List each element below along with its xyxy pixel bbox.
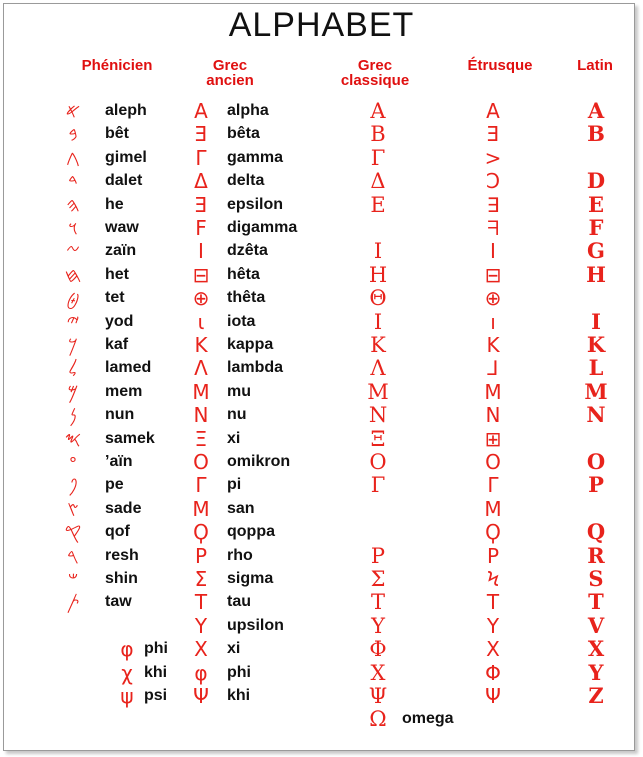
latin-letter: E — [587, 192, 604, 217]
latin-letter: N — [586, 402, 606, 427]
etrusque-glyph: M — [484, 380, 502, 404]
latin-letter: O — [586, 449, 606, 474]
grec-classique-glyph: E — [370, 193, 386, 217]
phenician-name: qof — [105, 523, 130, 540]
phenician-name: waw — [105, 219, 139, 236]
phenician-name: bêt — [105, 125, 129, 142]
grec-classique-glyph: Ω — [369, 707, 387, 731]
grec-classique-glyph: Γ — [370, 146, 386, 170]
grec-classique-glyph: I — [373, 239, 383, 263]
header-grec-classique: Grec classique — [340, 57, 410, 89]
phenician-name: pe — [105, 476, 124, 493]
phenician-glyph: 𐤁 — [68, 122, 78, 146]
phenician-name: zaïn — [105, 242, 137, 259]
grec-ancien-name: sigma — [227, 570, 274, 587]
grec-ancien-name: epsilon — [227, 196, 284, 213]
grec-ancien-glyph: Y — [194, 614, 208, 638]
etrusque-glyph: ⅃ — [487, 356, 499, 380]
phenician-name: he — [105, 196, 124, 213]
phenician-glyph: 𐤆 — [65, 239, 81, 263]
etrusque-glyph: Ϟ — [486, 567, 500, 591]
phenician-name: aleph — [105, 102, 147, 119]
latin-letter: I — [591, 309, 601, 334]
phenician-extra-name: phi — [144, 640, 168, 657]
phenician-name: sade — [105, 500, 142, 517]
etrusque-glyph: O — [485, 450, 501, 474]
grec-classique-glyph: Ψ — [368, 684, 388, 708]
phenician-glyph: 𐤀 — [65, 99, 81, 123]
latin-letter: Y — [588, 660, 604, 685]
grec-ancien-name: upsilon — [227, 617, 284, 634]
etrusque-glyph: > — [484, 146, 502, 170]
phenician-name: samek — [105, 430, 155, 447]
grec-ancien-name: gamma — [227, 149, 284, 166]
latin-letter: X — [587, 636, 605, 661]
etrusque-glyph: M — [484, 497, 502, 521]
grec-ancien-name: alpha — [227, 102, 269, 119]
phenician-extra-glyph: χ — [121, 661, 133, 685]
grec-classique-glyph: X — [370, 661, 386, 685]
phenician-glyph: 𐤑 — [67, 497, 79, 521]
etrusque-glyph: Ϙ — [485, 520, 501, 544]
grec-ancien-name: delta — [227, 172, 265, 189]
phenician-name: nun — [105, 406, 135, 423]
grec-ancien-glyph: Ψ — [193, 684, 209, 708]
phenician-glyph: 𐤄 — [66, 193, 80, 217]
grec-ancien-name: omikron — [227, 453, 291, 470]
phenician-glyph: 𐤌 — [67, 380, 79, 404]
phenician-name: mem — [105, 383, 143, 400]
phenician-name: tet — [105, 289, 125, 306]
grec-ancien-name: iota — [227, 313, 256, 330]
phenician-name: resh — [105, 547, 139, 564]
grec-ancien-glyph: X — [194, 637, 208, 661]
grec-classique-glyph: P — [370, 544, 386, 568]
phenician-name: ʼaïn — [105, 453, 133, 470]
etrusque-glyph: Ψ — [485, 684, 501, 708]
grec-classique-glyph: Δ — [370, 169, 386, 193]
grec-ancien-glyph: Γ — [195, 473, 207, 497]
grec-ancien-name: rho — [227, 547, 253, 564]
latin-letter: B — [587, 121, 605, 146]
phenician-name: lamed — [105, 359, 152, 376]
etrusque-glyph: N — [485, 403, 501, 427]
grec-classique-glyph: Λ — [370, 356, 386, 380]
latin-letter: D — [586, 168, 606, 193]
grec-ancien-glyph: K — [194, 333, 208, 357]
grec-ancien-glyph: A — [194, 99, 208, 123]
etrusque-glyph: Y — [486, 614, 500, 638]
phenician-glyph: 𐤇 — [64, 263, 82, 287]
grec-ancien-glyph: M — [192, 497, 210, 521]
grec-classique-glyph: M — [367, 380, 389, 404]
grec-ancien-name: qoppa — [227, 523, 275, 540]
latin-letter: L — [588, 355, 604, 380]
etrusque-glyph: ⊕ — [484, 286, 502, 310]
grec-ancien-name: phi — [227, 664, 251, 681]
grec-ancien-glyph: I — [198, 239, 204, 263]
page-frame — [3, 3, 635, 751]
etrusque-glyph: ⊞ — [484, 427, 502, 451]
phenician-name: shin — [105, 570, 138, 587]
etrusque-glyph: K — [486, 333, 500, 357]
grec-ancien-name: kappa — [227, 336, 274, 353]
grec-ancien-name: xi — [227, 640, 241, 657]
etrusque-glyph: ᖷ — [487, 216, 499, 240]
phenician-name: het — [105, 266, 129, 283]
latin-letter: Q — [586, 519, 606, 544]
etrusque-glyph: ⊟ — [484, 263, 502, 287]
grec-ancien-name: xi — [227, 430, 241, 447]
grec-ancien-name: lambda — [227, 359, 284, 376]
grec-ancien-glyph: Γ — [195, 146, 207, 170]
grec-ancien-glyph: Ǝ — [194, 193, 208, 217]
latin-letter: T — [588, 589, 604, 614]
header-grec-ancien: Grec ancien — [206, 57, 254, 89]
grec-ancien-glyph: O — [193, 450, 209, 474]
phenician-extra-name: psi — [144, 687, 168, 704]
grec-classique-glyph: H — [368, 263, 388, 287]
grec-ancien-glyph: Ǝ — [194, 122, 208, 146]
grec-ancien-glyph: Ϝ — [195, 216, 207, 240]
grec-classique-glyph: Γ — [370, 473, 386, 497]
latin-letter: S — [588, 566, 604, 591]
phenician-name: yod — [105, 313, 134, 330]
grec-classique-glyph: Σ — [370, 567, 386, 591]
grec-ancien-name: dzêta — [227, 242, 268, 259]
phenician-glyph: 𐤐 — [68, 473, 78, 497]
grec-ancien-glyph: Σ — [194, 567, 208, 591]
grec-ancien-name: san — [227, 500, 255, 517]
phenician-name: gimel — [105, 149, 147, 166]
phenician-glyph: 𐤈 — [66, 286, 80, 310]
phenician-glyph: 𐤔 — [67, 567, 79, 591]
etrusque-glyph: P — [486, 544, 500, 568]
latin-letter: H — [586, 262, 606, 287]
grec-classique-glyph: T — [370, 590, 385, 614]
etrusque-glyph: Φ — [485, 661, 501, 685]
grec-ancien-name: hêta — [227, 266, 260, 283]
phenician-glyph: 𐤋 — [68, 356, 78, 380]
latin-letter: F — [588, 215, 604, 240]
etrusque-glyph: X — [486, 637, 500, 661]
latin-letter: M — [584, 379, 608, 404]
grec-ancien-glyph: ι — [197, 310, 205, 334]
grec-ancien-name: bêta — [227, 125, 260, 142]
grec-classique-glyph: N — [368, 403, 388, 427]
grec-classique-glyph: K — [370, 333, 386, 357]
phenician-extra-glyph: φ — [120, 637, 134, 661]
grec-ancien-glyph: M — [192, 380, 210, 404]
grec-ancien-glyph: P — [194, 544, 208, 568]
grec-ancien-glyph: ⊟ — [192, 263, 210, 287]
phenician-name: dalet — [105, 172, 143, 189]
latin-letter: V — [587, 613, 605, 638]
grec-ancien-glyph: φ — [194, 661, 208, 685]
etrusque-glyph: ı — [490, 310, 496, 334]
grec-ancien-name: nu — [227, 406, 247, 423]
phenician-glyph: 𐤉 — [66, 310, 80, 334]
etrusque-glyph: Γ — [487, 473, 499, 497]
phenician-glyph: 𐤅 — [68, 216, 78, 240]
phenician-extra-glyph: ψ — [120, 684, 134, 708]
grec-ancien-glyph: ⊕ — [192, 286, 210, 310]
omega-label: omega — [402, 710, 454, 727]
grec-classique-glyph: Ξ — [370, 427, 386, 451]
header-latin: Latin — [577, 57, 613, 74]
grec-ancien-name: digamma — [227, 219, 298, 236]
etrusque-glyph: T — [486, 590, 500, 614]
phenician-glyph: 𐤊 — [68, 333, 78, 357]
grec-ancien-name: khi — [227, 687, 251, 704]
grec-ancien-name: mu — [227, 383, 251, 400]
grec-ancien-glyph: N — [193, 403, 209, 427]
grec-ancien-name: thêta — [227, 289, 266, 306]
phenician-glyph: 𐤍 — [69, 403, 77, 427]
phenician-glyph: 𐤒 — [64, 520, 82, 544]
phenician-glyph: 𐤕 — [66, 590, 80, 614]
latin-letter: Z — [588, 683, 604, 708]
etrusque-glyph: A — [486, 99, 500, 123]
etrusque-glyph: I — [490, 239, 496, 263]
grec-ancien-glyph: Λ — [194, 356, 208, 380]
etrusque-glyph: Ↄ — [485, 169, 501, 193]
grec-ancien-glyph: T — [194, 590, 208, 614]
grec-ancien-glyph: Ξ — [194, 427, 208, 451]
latin-letter: A — [587, 98, 605, 123]
grec-classique-glyph: Y — [371, 614, 385, 638]
phenician-name: taw — [105, 593, 132, 610]
phenician-name: kaf — [105, 336, 129, 353]
grec-classique-glyph: Φ — [369, 637, 387, 661]
header-etrusque: Étrusque — [467, 57, 533, 74]
grec-ancien-glyph: Ϙ — [193, 520, 209, 544]
grec-classique-glyph: B — [370, 122, 386, 146]
grec-ancien-name: pi — [227, 476, 242, 493]
grec-ancien-name: tau — [227, 593, 251, 610]
header-phenicien: Phénicien — [81, 57, 153, 74]
grec-classique-glyph: I — [373, 310, 383, 334]
phenician-glyph: 𐤎 — [64, 427, 82, 451]
phenician-glyph: 𐤓 — [67, 544, 79, 568]
phenician-extra-name: khi — [144, 664, 168, 681]
etrusque-glyph: ∃ — [486, 193, 500, 217]
grec-classique-glyph: O — [369, 450, 387, 474]
latin-letter: G — [587, 238, 605, 263]
latin-letter: R — [587, 543, 605, 568]
phenician-glyph: 𐤂 — [66, 146, 80, 170]
phenician-glyph: 𐤃 — [68, 169, 78, 193]
latin-letter: K — [586, 332, 606, 357]
grec-ancien-glyph: Δ — [194, 169, 208, 193]
latin-letter: P — [588, 472, 604, 497]
etrusque-glyph: Ǝ — [486, 122, 500, 146]
phenician-glyph: 𐤏 — [69, 450, 77, 474]
grec-classique-glyph: Θ — [369, 286, 387, 310]
grec-classique-glyph: A — [370, 99, 386, 123]
page-title: ALPHABET — [228, 6, 415, 44]
